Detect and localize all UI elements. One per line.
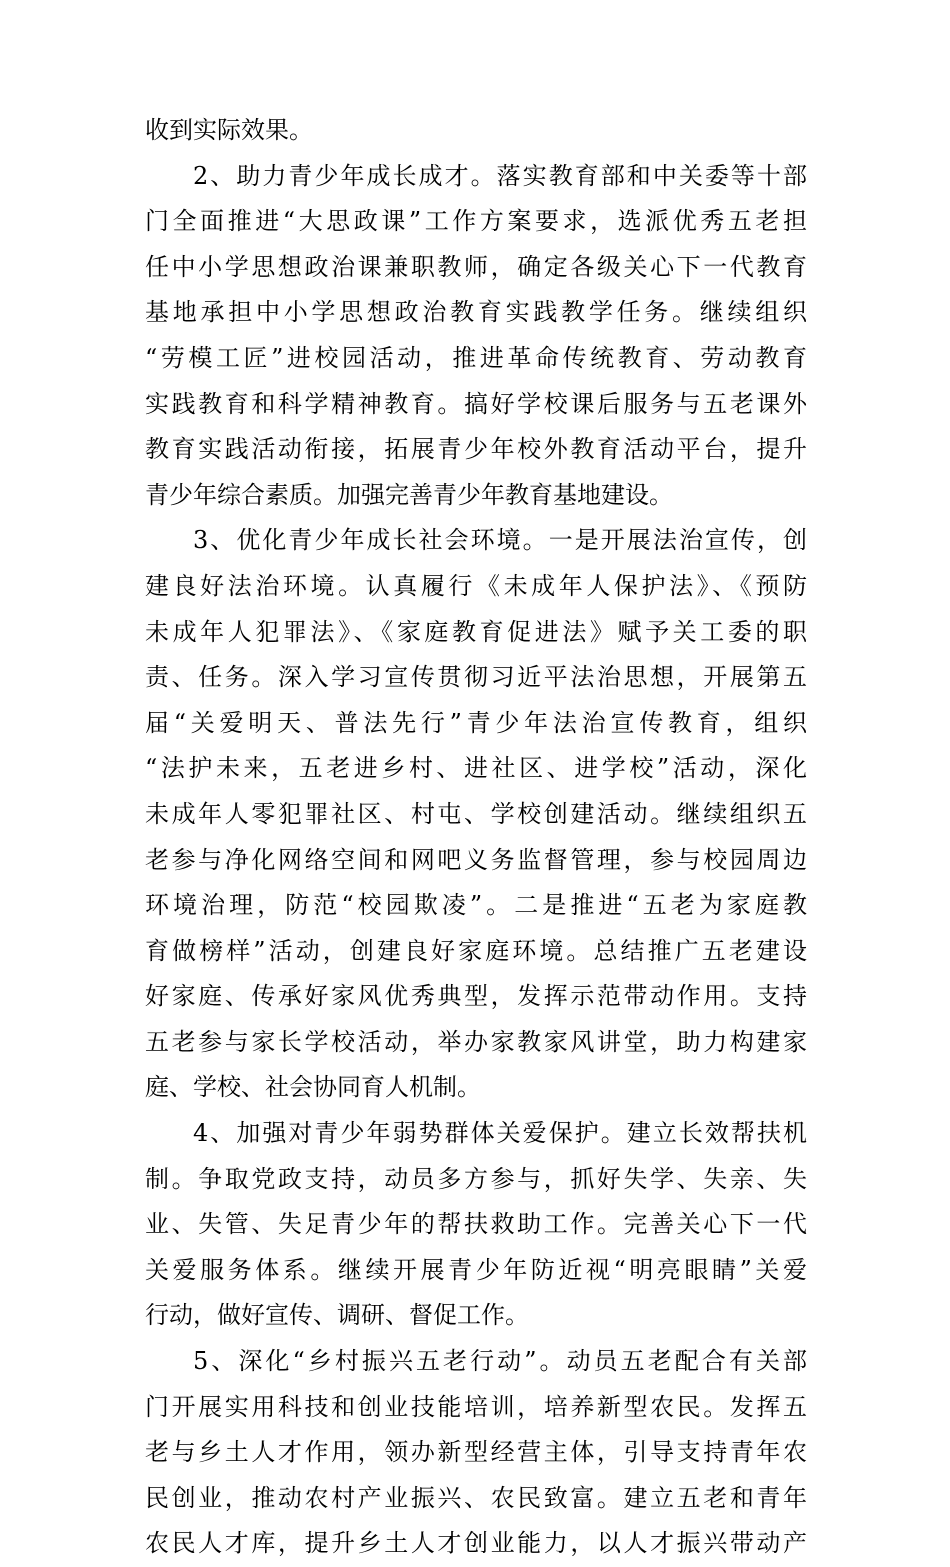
text-line: 青少年综合素质。加强完善青少年教育基地建设。 — [145, 480, 673, 509]
text-line: 收到实际效果。 — [145, 116, 313, 144]
text-line: 2、助力青少年成长成才。落实教育部和中关委等十部 — [193, 161, 807, 190]
text-line: 实践教育和科学精神教育。搞好学校课后服务与五老课外 — [145, 389, 807, 418]
text-line: 5、深化“乡村振兴五老行动”。动员五老配合有关部 — [193, 1347, 807, 1376]
paragraph — [145, 1339, 807, 1567]
document-page — [145, 108, 807, 1567]
text-line: “法护未来，五老进乡村、进社区、进学校”活动，深化 — [145, 754, 807, 783]
text-line: 老与乡土人才作用，领办新型经营主体，引导支持青年农 — [145, 1438, 807, 1467]
paragraph — [145, 108, 807, 154]
text-line: 行动，做好宣传、调研、督促工作。 — [145, 1301, 529, 1330]
text-line: 任中小学思想政治课兼职教师，确定各级关心下一代教育 — [145, 252, 807, 281]
text-line: 未成年人犯罪法》、《家庭教育促进法》赋予关工委的职 — [145, 617, 807, 646]
text-line: 建良好法治环境。认真履行《未成年人保护法》、《预防 — [145, 571, 807, 600]
text-line: 农民人才库，提升乡土人才创业能力，以人才振兴带动产 — [145, 1529, 807, 1558]
paragraph — [145, 518, 807, 1111]
text-line: 责、任务。深入学习宣传贯彻习近平法治思想，开展第五 — [145, 663, 807, 692]
text-line: 关爱服务体系。继续开展青少年防近视“明亮眼睛”关爱 — [145, 1255, 807, 1284]
text-line: 育做榜样”活动，创建良好家庭环境。总结推广五老建设 — [145, 936, 807, 965]
text-line: 教育实践活动衔接，拓展青少年校外教育活动平台，提升 — [145, 435, 807, 464]
text-line: 老参与净化网络空间和网吧义务监督管理，参与校园周边 — [145, 845, 807, 874]
text-line: 好家庭、传承好家风优秀典型，发挥示范带动作用。支持 — [145, 982, 807, 1011]
text-line: 庭、学校、社会协同育人机制。 — [145, 1073, 481, 1102]
text-line: 未成年人零犯罪社区、村屯、学校创建活动。继续组织五 — [145, 799, 807, 828]
text-line: 4、加强对青少年弱势群体关爱保护。建立长效帮扶机 — [193, 1119, 807, 1148]
text-line: 制。争取党政支持，动员多方参与，抓好失学、失亲、失 — [145, 1164, 807, 1193]
text-line: “劳模工匠”进校园活动，推进革命传统教育、劳动教育 — [145, 343, 807, 372]
paragraph — [145, 1111, 807, 1339]
text-line: 届“关爱明天、普法先行”青少年法治宣传教育，组织 — [145, 708, 807, 737]
text-line: 环境治理，防范“校园欺凌”。二是推进“五老为家庭教 — [145, 891, 807, 920]
paragraph — [145, 154, 807, 519]
text-line: 民创业，推动农村产业振兴、农民致富。建立五老和青年 — [145, 1483, 807, 1512]
text-line: 业、失管、失足青少年的帮扶救助工作。完善关心下一代 — [145, 1210, 807, 1239]
text-line: 3、优化青少年成长社会环境。一是开展法治宣传，创 — [193, 526, 807, 555]
text-line: 基地承担中小学思想政治教育实践教学任务。继续组织 — [145, 298, 807, 327]
text-line: 门全面推进“大思政课”工作方案要求，选派优秀五老担 — [145, 207, 807, 236]
text-line: 门开展实用科技和创业技能培训，培养新型农民。发挥五 — [145, 1392, 807, 1421]
text-line: 五老参与家长学校活动，举办家教家风讲堂，助力构建家 — [145, 1027, 807, 1056]
